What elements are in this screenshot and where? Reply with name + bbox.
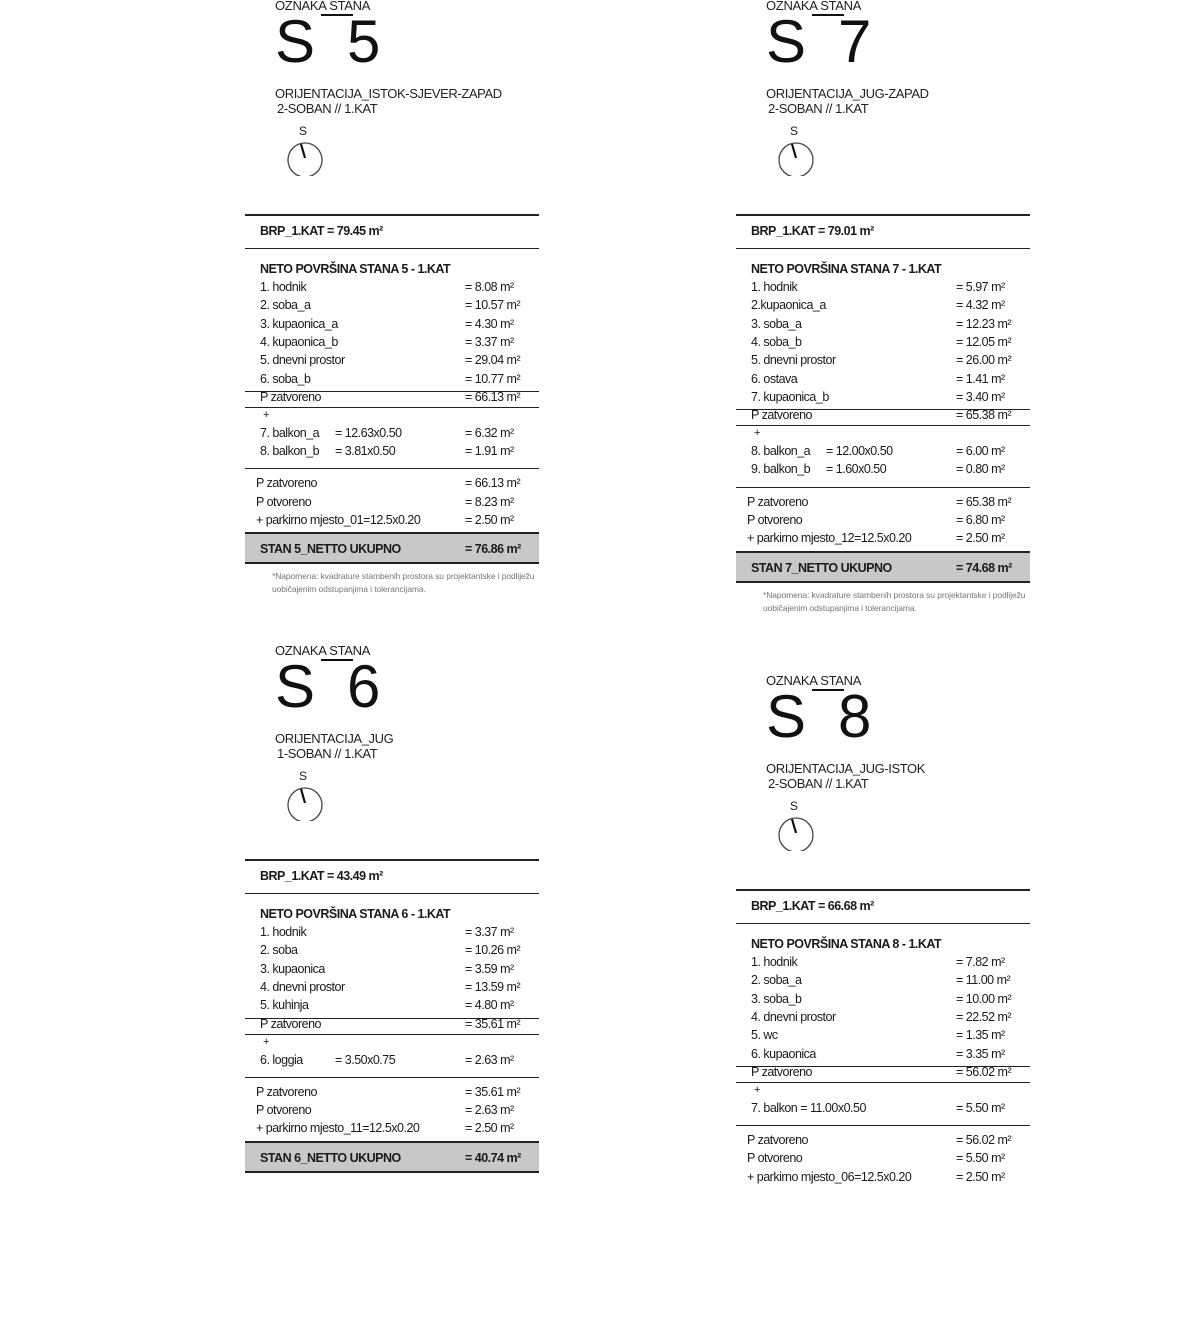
closed-subtotal-row (736, 408, 1030, 426)
closed-value: = 56.02 m² (956, 1064, 1012, 1079)
room-area: = 11.00 m² (956, 973, 1011, 988)
unit-code-number: 6 (347, 653, 380, 720)
summary-row (736, 513, 1030, 531)
divider (245, 407, 539, 408)
compass-icon (283, 771, 323, 819)
room-area: = 3.59 m² (465, 961, 514, 976)
room-name: 5. wc (751, 1028, 778, 1043)
divider (245, 893, 539, 894)
summary-row (245, 1121, 539, 1139)
compass-north-label: S (299, 769, 308, 783)
room-row (736, 335, 1030, 353)
closed-value: = 35.61 m² (465, 1016, 521, 1031)
summary-area: = 2.63 m² (465, 1103, 514, 1118)
balcony-row (245, 444, 539, 462)
summary-name: P zatvoreno (747, 1133, 808, 1148)
divider (736, 214, 1030, 216)
summary-row (736, 495, 1030, 513)
closed-label: P zatvoreno (751, 1064, 812, 1079)
unit-type: 2-SOBAN // 1.KAT (768, 776, 869, 791)
room-area: = 10.26 m² (465, 943, 521, 958)
netto-total-label: STAN 7_NETTO UKUPNO (751, 560, 892, 575)
summary-row (736, 1170, 1030, 1188)
closed-label: P zatvoreno (260, 389, 321, 404)
room-row (736, 1047, 1030, 1065)
summary-area: = 65.38 m² (956, 494, 1012, 509)
balcony-row (736, 1101, 1030, 1119)
compass-north-label: S (790, 799, 799, 813)
room-name: 2. soba_a (751, 973, 802, 988)
neto-title: NETO POVRŠINA STANA 6 - 1.KAT (260, 907, 451, 921)
orientation-text: ORIJENTACIJA_JUG-ZAPAD (766, 86, 929, 101)
balcony-name: 7. balkon_a (260, 425, 320, 440)
room-row (245, 980, 539, 998)
room-row (245, 317, 539, 335)
room-area: = 8.08 m² (465, 280, 514, 294)
plus-sign: + (263, 1035, 270, 1048)
divider (245, 248, 539, 249)
netto-total-value: = 76.86 m² (465, 542, 521, 557)
compass-north-label: S (299, 124, 308, 138)
neto-title: NETO POVRŠINA STANA 8 - 1.KAT (751, 937, 942, 951)
summary-area: = 8.23 m² (465, 494, 514, 509)
unit-type: 2-SOBAN // 1.KAT (277, 101, 378, 116)
summary-area: = 66.13 m² (465, 476, 521, 491)
compass-icon (774, 801, 814, 849)
divider (736, 889, 1030, 891)
balcony-area: = 0.80 m² (956, 462, 1005, 477)
room-area: = 1.35 m² (956, 1028, 1005, 1043)
netto-total-value: = 40.74 m² (465, 1150, 521, 1165)
room-row (736, 973, 1030, 991)
summary-row (245, 1103, 539, 1121)
disclaimer-note: *Napomena: kvadrature stambenih prostora su projektantske i podliježu uobičajenim odstupanjima i tolerancijama. (272, 571, 535, 595)
unit-code-prefix: S (275, 653, 315, 720)
divider (245, 468, 539, 469)
compass-icon (774, 126, 814, 174)
room-name: 2. soba_a (260, 298, 311, 313)
room-row (736, 992, 1030, 1010)
balcony-formula: = 12.00x0.50 (826, 444, 893, 459)
room-area: = 13.59 m² (465, 979, 521, 994)
unit-type: 2-SOBAN // 1.KAT (768, 101, 869, 116)
room-row (245, 353, 539, 371)
netto-total-bar (245, 1141, 539, 1173)
room-name: 4. dnevni prostor (260, 979, 345, 994)
room-name: 5. kuhinja (260, 998, 309, 1013)
summary-name: + parkirno mjesto_01=12.5x0.20 (256, 513, 421, 527)
balcony-name: 8. balkon_a (751, 444, 811, 459)
room-row (736, 1028, 1030, 1046)
summary-name: P otvoreno (747, 513, 803, 527)
balcony-row (736, 444, 1030, 462)
room-name: 4. soba_b (751, 334, 802, 349)
neto-title: NETO POVRŠINA STANA 5 - 1.KAT (260, 262, 451, 276)
room-name: 5. dnevni prostor (260, 353, 345, 368)
closed-subtotal-row (245, 390, 539, 408)
brp-area: BRP_1.KAT = 43.49 m² (260, 869, 383, 883)
balcony-name: 7. balkon = 11.00x0.50 (751, 1100, 866, 1115)
room-name: 6. ostava (751, 371, 798, 386)
summary-name: P otvoreno (256, 494, 312, 509)
room-row (245, 372, 539, 390)
room-area: = 26.00 m² (956, 353, 1012, 368)
room-area: = 5.97 m² (956, 280, 1005, 294)
room-row (245, 943, 539, 961)
summary-area: = 2.50 m² (465, 513, 514, 527)
balcony-row (736, 462, 1030, 480)
unit-code-number: 7 (838, 8, 871, 75)
balcony-formula: = 3.50x0.75 (335, 1052, 396, 1067)
divider (245, 1034, 539, 1035)
brp-area: BRP_1.KAT = 66.68 m² (751, 899, 874, 913)
unit-type: 1-SOBAN // 1.KAT (277, 746, 378, 761)
balcony-name: 6. loggia (260, 1052, 303, 1067)
divider (245, 1077, 539, 1078)
orientation-text: ORIJENTACIJA_JUG (275, 731, 394, 746)
summary-row (736, 531, 1030, 549)
closed-label: P zatvoreno (751, 408, 812, 423)
summary-area: = 5.50 m² (956, 1151, 1005, 1166)
summary-name: P zatvoreno (747, 494, 808, 509)
summary-row (736, 1151, 1030, 1169)
netto-total-bar (245, 532, 539, 564)
divider (245, 214, 539, 216)
unit-label: OZNAKA STANA (766, 0, 862, 13)
room-name: 6. soba_b (260, 371, 311, 386)
unit-orientation (275, 86, 502, 116)
closed-label: P zatvoreno (260, 1016, 321, 1031)
room-area: = 3.37 m² (465, 925, 514, 939)
room-area: = 22.52 m² (956, 1009, 1012, 1024)
closed-value: = 65.38 m² (956, 408, 1012, 423)
room-area: = 3.40 m² (956, 389, 1005, 404)
room-name: 1. hodnik (751, 955, 798, 969)
closed-subtotal-row (245, 1017, 539, 1035)
unit-code-prefix: S (766, 8, 806, 75)
room-name: 4. kupaonica_b (260, 334, 338, 349)
summary-row (245, 495, 539, 513)
balcony-area: = 5.50 m² (956, 1100, 1005, 1115)
compass-north-label: S (790, 124, 799, 138)
orientation-text: ORIJENTACIJA_JUG-ISTOK (766, 761, 926, 776)
closed-subtotal-row (736, 1065, 1030, 1083)
room-area: = 4.80 m² (465, 998, 514, 1013)
brp-area: BRP_1.KAT = 79.45 m² (260, 224, 383, 238)
room-area: = 7.82 m² (956, 955, 1005, 969)
brp-area: BRP_1.KAT = 79.01 m² (751, 224, 874, 238)
room-row (736, 390, 1030, 408)
room-name: 1. hodnik (260, 280, 307, 294)
balcony-row (245, 1053, 539, 1071)
room-area: = 29.04 m² (465, 353, 521, 368)
closed-value: = 66.13 m² (465, 389, 521, 404)
summary-name: P otvoreno (256, 1103, 312, 1118)
netto-total-label: STAN 6_NETTO UKUPNO (260, 1150, 401, 1165)
balcony-name: 8. balkon_b (260, 444, 320, 459)
unit-code-prefix: S (766, 683, 806, 750)
summary-name: + parkirno mjesto_12=12.5x0.20 (747, 531, 912, 546)
unit-orientation (275, 731, 393, 761)
room-row (245, 925, 539, 943)
unit-code-prefix: S (275, 8, 315, 75)
room-name: 2. soba (260, 943, 298, 958)
plus-sign: + (754, 1083, 761, 1096)
balcony-formula: = 1.60x0.50 (826, 462, 887, 477)
room-name: 3. kupaonica (260, 961, 325, 976)
unit-card-s5 (245, 0, 540, 660)
balcony-area: = 1.91 m² (465, 444, 514, 459)
orientation-text: ORIJENTACIJA_ISTOK-SJEVER-ZAPAD (275, 86, 502, 101)
unit-orientation (766, 761, 925, 791)
summary-name: + parkirno mjesto_11=12.5x0.20 (256, 1121, 420, 1136)
summary-area: = 2.50 m² (956, 531, 1005, 546)
unit-label: OZNAKA STANA (275, 643, 371, 658)
room-row (736, 1010, 1030, 1028)
summary-row (245, 1085, 539, 1103)
balcony-area: = 6.32 m² (465, 425, 514, 440)
room-name: 3. kupaonica_a (260, 316, 338, 331)
room-area: = 3.35 m² (956, 1046, 1005, 1061)
summary-area: = 56.02 m² (956, 1133, 1012, 1148)
room-name: 4. dnevni prostor (751, 1009, 836, 1024)
unit-code-number: 8 (838, 683, 871, 750)
balcony-name: 9. balkon_b (751, 462, 811, 477)
unit-label: OZNAKA STANA (766, 673, 862, 688)
unit-orientation (766, 86, 929, 116)
netto-total-bar (736, 551, 1030, 583)
room-area: = 4.30 m² (465, 316, 514, 331)
summary-name: P zatvoreno (256, 1084, 317, 1099)
divider (245, 859, 539, 861)
unit-card-s8 (736, 635, 1031, 1335)
room-name: 3. soba_a (751, 316, 802, 331)
room-area: = 10.57 m² (465, 298, 521, 313)
room-area: = 3.37 m² (465, 334, 514, 349)
room-row (245, 280, 539, 298)
room-name: 1. hodnik (751, 280, 798, 294)
room-area: = 12.05 m² (956, 334, 1012, 349)
divider (736, 1082, 1030, 1083)
divider (736, 425, 1030, 426)
divider (736, 487, 1030, 488)
plus-sign: + (263, 408, 270, 421)
room-area: = 12.23 m² (956, 316, 1012, 331)
summary-row (245, 513, 539, 531)
room-row (736, 955, 1030, 973)
room-row (736, 298, 1030, 316)
room-area: = 4.32 m² (956, 298, 1005, 313)
summary-row (245, 476, 539, 494)
room-row (245, 298, 539, 316)
summary-name: P zatvoreno (256, 476, 317, 491)
unit-label: OZNAKA STANA (275, 0, 371, 13)
room-area: = 1.41 m² (956, 371, 1005, 386)
plus-sign: + (754, 427, 761, 440)
netto-total-label: STAN 5_NETTO UKUPNO (260, 542, 401, 557)
unit-code-number: 5 (347, 8, 380, 75)
room-name: 2.kupaonica_a (751, 298, 826, 313)
room-row (245, 998, 539, 1016)
room-row (736, 280, 1030, 298)
balcony-formula: = 3.81x0.50 (335, 444, 396, 459)
room-row (736, 353, 1030, 371)
summary-area: = 2.50 m² (465, 1121, 514, 1136)
room-area: = 10.00 m² (956, 991, 1012, 1006)
room-row (736, 317, 1030, 335)
balcony-formula: = 12.63x0.50 (335, 425, 402, 440)
room-area: = 10.77 m² (465, 371, 521, 386)
room-name: 3. soba_b (751, 991, 802, 1006)
balcony-area: = 2.63 m² (465, 1052, 514, 1067)
compass-icon (283, 126, 323, 174)
summary-area: = 35.61 m² (465, 1084, 521, 1099)
neto-title: NETO POVRŠINA STANA 7 - 1.KAT (751, 262, 942, 276)
summary-area: = 2.50 m² (956, 1169, 1005, 1184)
summary-area: = 6.80 m² (956, 513, 1005, 527)
summary-name: + parkirno mjesto_06=12.5x0.20 (747, 1169, 912, 1184)
room-name: 6. kupaonica (751, 1046, 816, 1061)
balcony-row (245, 426, 539, 444)
divider (736, 923, 1030, 924)
room-row (736, 372, 1030, 390)
room-row (245, 962, 539, 980)
room-name: 1. hodnik (260, 925, 307, 939)
balcony-area: = 6.00 m² (956, 444, 1005, 459)
summary-row (736, 1133, 1030, 1151)
room-name: 7. kupaonica_b (751, 389, 829, 404)
room-name: 5. dnevni prostor (751, 353, 836, 368)
divider (736, 1125, 1030, 1126)
unit-card-s6 (245, 605, 540, 1305)
summary-name: P otvoreno (747, 1151, 803, 1166)
unit-card-s7 (736, 0, 1031, 660)
divider (736, 248, 1030, 249)
room-row (245, 335, 539, 353)
disclaimer-note: *Napomena: kvadrature stambenih prostora su projektantske i podliježu uobičajenim odstupanjima i tolerancijama. (763, 589, 1026, 613)
netto-total-value: = 74.68 m² (956, 560, 1012, 575)
